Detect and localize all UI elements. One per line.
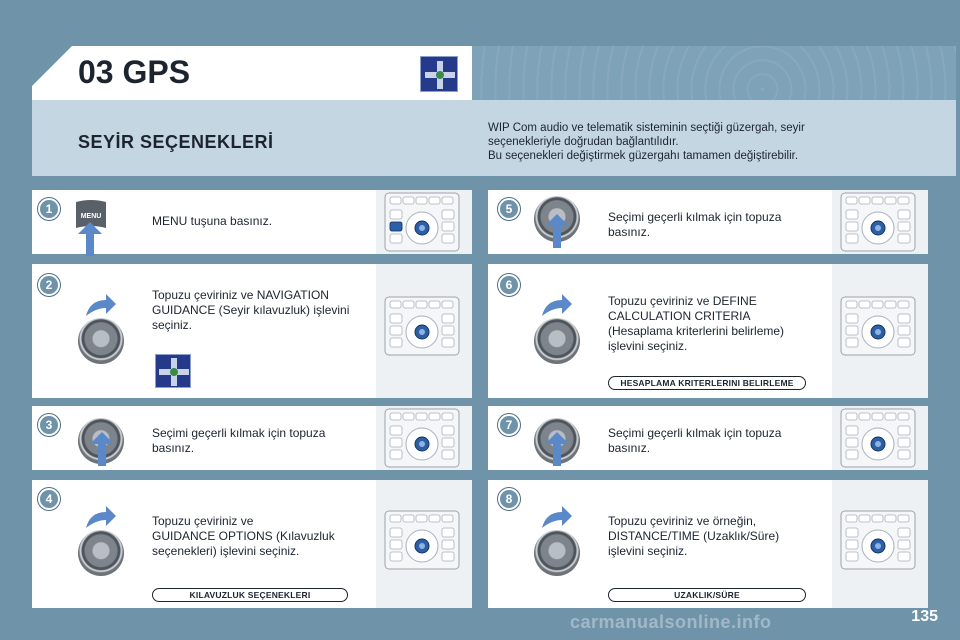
step-line: Seçimi geçerli kılmak için topuza: [608, 426, 782, 440]
console-illustration: [384, 510, 460, 570]
intro-text: [488, 121, 928, 163]
step-line: MENU tuşuna basınız.: [152, 214, 273, 228]
step-line: Seçimi geçerli kılmak için topuza: [152, 426, 326, 440]
step-badge-8: 8: [498, 488, 520, 510]
console-illustration: [840, 296, 916, 356]
intro-line: Bu seçenekleri değiştirmek güzergahı tamamen değiştirebilir.: [488, 150, 799, 162]
step-line: (Hesaplama kriterlerini belirleme): [608, 324, 785, 338]
page-number: 135: [911, 608, 938, 625]
step-badge-7: 7: [498, 414, 520, 436]
step-line: seçiniz.: [152, 318, 193, 332]
screen-label-pill: UZAKLIK/SÜRE: [608, 588, 806, 602]
press-arrow-icon: [545, 214, 569, 248]
screen-label-pill: HESAPLAMA KRITERLERINI BELIRLEME: [608, 376, 806, 390]
step-line: işlevini seçiniz.: [608, 339, 688, 353]
press-arrow-icon: [90, 432, 114, 466]
press-arrow-icon: [545, 432, 569, 466]
step-line: Topuzu çeviriniz ve örneğin,: [608, 514, 757, 528]
step-badge-6: 6: [498, 274, 520, 296]
step-text-6: [608, 294, 828, 354]
step-line: Topuzu çeviriniz ve DEFINE: [608, 294, 757, 308]
step-line: basınız.: [608, 441, 651, 455]
control-knob-icon: [534, 318, 580, 364]
screen-label-pill: KILAVUZLUK SEÇENEKLERI: [152, 588, 348, 602]
gps-crosshair-icon: [155, 354, 191, 388]
step-badge-2: 2: [38, 274, 60, 296]
menu-button-label: MENU: [80, 213, 102, 220]
step-text-4: [152, 514, 367, 559]
page-title: 03 GPS: [78, 54, 191, 90]
intro-line: seçenekleriyle doğrudan bağlantılıdır.: [488, 136, 679, 148]
step-line: DISTANCE/TIME (Uzaklık/Süre): [608, 529, 780, 543]
step-line: basınız.: [152, 441, 195, 455]
console-illustration: [384, 192, 460, 252]
control-knob-icon: [534, 530, 580, 576]
console-illustration: [384, 408, 460, 468]
rotate-arrow-icon: [540, 292, 574, 318]
console-illustration: [384, 296, 460, 356]
step-line: Topuzu çeviriniz ve NAVIGATION: [152, 288, 329, 302]
step-line: GUIDANCE OPTIONS (Kılavuzluk: [152, 529, 335, 543]
step-text-8: [608, 514, 828, 559]
intro-line: WIP Com audio ve telematik sisteminin seçtiği güzergah, seyir: [488, 122, 805, 134]
press-arrow-icon: [78, 222, 102, 256]
control-knob-icon: [78, 530, 124, 576]
step-line: Topuzu çeviriniz ve: [152, 514, 254, 528]
step-line: seçenekleri) işlevini seçiniz.: [152, 544, 300, 558]
step-line: Seçimi geçerli kılmak için topuza: [608, 210, 782, 224]
rotate-arrow-icon: [540, 504, 574, 530]
step-badge-3: 3: [38, 414, 60, 436]
control-knob-icon: [78, 318, 124, 364]
console-illustration: [840, 510, 916, 570]
rotate-arrow-icon: [84, 504, 118, 530]
step-badge-4: 4: [38, 488, 60, 510]
step-text-5: [608, 210, 828, 240]
watermark: carmanualsonline.info: [570, 612, 772, 632]
step-line: basınız.: [608, 225, 651, 239]
section-title: SEYİR SEÇENEKLERİ: [78, 132, 274, 152]
step-badge-5: 5: [498, 198, 520, 220]
step-line: CALCULATION CRITERIA: [608, 309, 751, 323]
header-decor-map: [472, 46, 956, 100]
step-line: GUIDANCE (Seyir kılavuzluk) işlevini: [152, 303, 350, 317]
console-illustration: [840, 408, 916, 468]
step-text-2: [152, 288, 367, 333]
rotate-arrow-icon: [84, 292, 118, 318]
step-text-7: [608, 426, 828, 456]
console-illustration: [840, 192, 916, 252]
gps-crosshair-icon: [420, 56, 458, 92]
step-badge-1: 1: [38, 198, 60, 220]
step-line: işlevini seçiniz.: [608, 544, 688, 558]
step-text-1: [152, 214, 367, 229]
step-text-3: [152, 426, 367, 456]
